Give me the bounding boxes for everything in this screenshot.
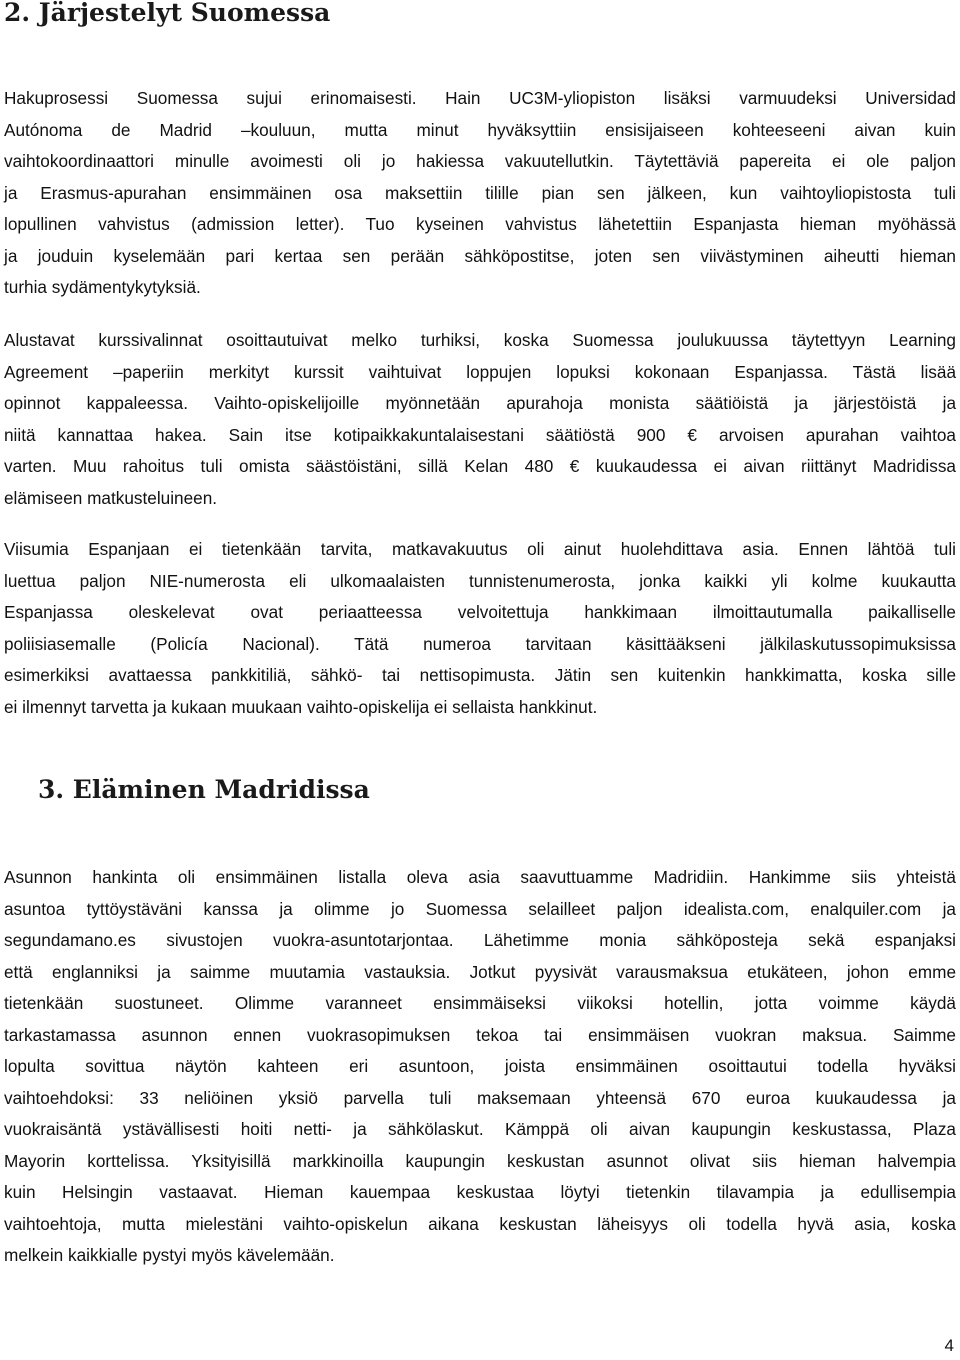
text-line: segundamano.es sivustojen vuokra-asuntotarjontaa. Lähetimme monia sähköposteja sekä espanjaksi <box>4 930 956 950</box>
text-line: vaihtoehtoja, mutta mielestäni vaihto-opiskelun aikana keskustan läheisyys oli todella hyvä asia, koska <box>4 1213 956 1234</box>
text-line: Alustavat kurssivalinnat osoittautuivat melko turhiksi, koska Suomessa joulukuussa täytettyyn Learning <box>4 330 956 350</box>
text-line: että englanniksi ja saimme muutamia vastauksia. Jotkut pyysivät varausmaksua etukäteen, johon emme <box>4 961 956 982</box>
text-line: lopullinen vahvistus (admission letter). Tuo kyseinen vahvistus lähetettiin Espanjasta hieman myöhässä <box>4 214 956 234</box>
text-line: asuntoa tyttöystäväni kanssa ja olimme jo Suomessa selailleet paljon idealista.com, enalquiler.com ja <box>4 898 956 919</box>
text-line: esimerkiksi avattaessa pankkitiliä, sähkö- tai nettisopimusta. Jätin sen kuitenkin hankkimatta, koska sille <box>4 665 956 685</box>
text-line: poliisiasemalle (Policía Nacional). Tätä numeroa tarvitaan käsittääkseni jälkilaskutussopimuksissa <box>4 633 956 654</box>
text-line: Asunnon hankinta oli ensimmäinen listalla oleva asia saavuttuamme Madridiin. Hankimme siis yhteistä <box>4 867 956 887</box>
paragraph-housing <box>4 862 956 1272</box>
text-line: ja Erasmus-apurahan ensimmäinen osa maksettiin tilille pian sen jälkeen, kun vaihtoyliopistosta tuli <box>4 182 956 203</box>
page-number: 4 <box>944 1336 954 1355</box>
text-line: kuin Helsingin vastaavat. Hieman kauempaa keskustaa löytyi tietenkin tilavampia ja edullisempia <box>4 1182 956 1202</box>
text-line: melkein kaikkialle pystyi myös kävelemään. <box>4 1245 335 1265</box>
paragraph-application-process <box>4 83 956 304</box>
text-line: Hakuprosessi Suomessa sujui erinomaisesti. Hain UC3M-yliopiston lisäksi varmuudeksi Universidad <box>4 88 956 108</box>
text-line: tarkastamassa asunnon ennen vuokrasopimuksen tekoa tai ensimmäisen vuokran maksua. Saimme <box>4 1024 956 1045</box>
text-line: opinnot kappaleessa. Vaihto-opiskelijoille myönnetään apurahoja monista säätiöistä ja järjestöistä ja <box>4 393 956 413</box>
text-line: tietenkään suostuneet. Olimme varanneet ensimmäiseksi viikoksi hotellin, jotta voimme käydä <box>4 993 956 1013</box>
text-line: vuokraisäntä ystävällisesti hoiti netti- ja sähkölaskut. Kämppä oli aivan kaupungin keskustassa, Plaza <box>4 1119 956 1139</box>
text-line: luettua paljon NIE-numerosta eli ulkomaalaisten tunnistenumerosta, jonka kaikki yli kolme kuukautta <box>4 570 956 591</box>
section-heading-2: 2. Järjestelyt Suomessa <box>4 0 331 27</box>
text-line: Autónoma de Madrid –kouluun, mutta minut hyväksyttiin ensisijaiseen kohteeseeni aivan kuin <box>4 119 956 140</box>
text-line: turhia sydämentykytyksiä. <box>4 277 201 297</box>
paragraph-visa-nie <box>4 534 956 723</box>
text-line: ei ilmennyt tarvetta ja kukaan muukaan vaihto-opiskelija ei sellaista hankkinut. <box>4 696 598 717</box>
text-line: Espanjassa oleskelevat ovat periaatteessa velvoitettuja hankkimaan ilmoittautumalla paikalliselle <box>4 602 956 622</box>
text-line: Mayorin korttelissa. Yksityisillä markkinoilla kaupungin keskustan asunnot olivat siis hieman halvempia <box>4 1150 956 1171</box>
text-line: lopulta sovittua näytön kahteen eri asuntoon, joista ensimmäinen osoittautui todella hyväksi <box>4 1056 956 1076</box>
paragraph-course-selection <box>4 325 956 514</box>
text-line: Agreement –paperiin merkityt kurssit vaihtuivat loppujen lopuksi kokonaan Espanjassa. Tästä lisää <box>4 361 956 382</box>
text-line: varten. Muu rahoitus tuli omista säästöistäni, sillä Kelan 480 € kuukaudessa ei aivan riittänyt Madridissa <box>4 456 956 476</box>
text-line: vaihtoehdoksi: 33 neliöinen yksiö parvella tuli maksemaan yhteensä 670 euroa kuukaudessa ja <box>4 1087 956 1108</box>
text-line: Viisumia Espanjaan ei tietenkään tarvita, matkavakuutus oli ainut huolehdittava asia. Ennen lähtöä tuli <box>4 539 956 559</box>
section-heading-3: 3. Eläminen Madridissa <box>38 775 370 804</box>
text-line: elämiseen matkusteluineen. <box>4 487 218 508</box>
text-line: ja jouduin kyselemään pari kertaa sen perään sähköpostitse, joten sen viivästyminen aiheutti hieman <box>4 245 956 266</box>
text-line: vaihtokoordinaattori minulle avoimesti oli jo hakiessa vakuutellutkin. Täytettäviä papereita ei ole paljon <box>4 151 956 171</box>
text-line: niitä kannattaa hakea. Sain itse kotipaikkakuntalaisestani säätiöstä 900 € arvoisen apurahan vaihtoa <box>4 424 956 445</box>
